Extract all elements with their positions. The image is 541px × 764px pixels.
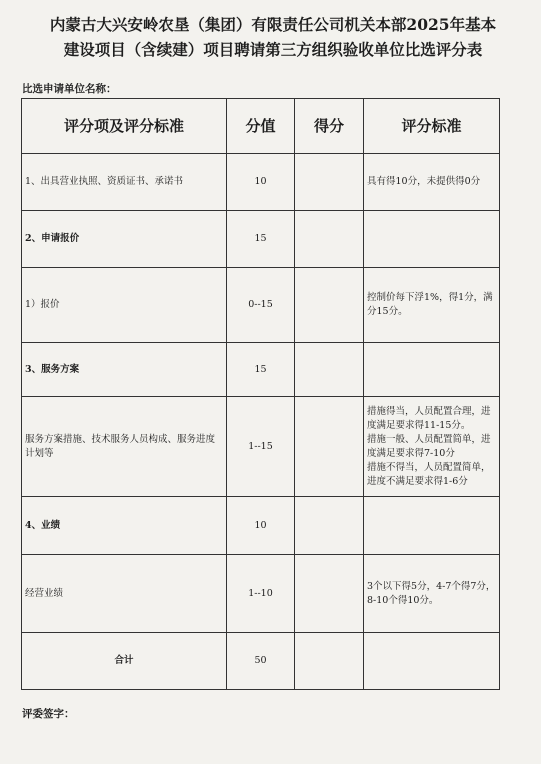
row-criteria — [364, 633, 500, 690]
applicant-name-label: 比选申请单位名称： — [22, 83, 117, 95]
criteria-line: 3个以下得5分，4-7个得7分，8-10个得10分。 — [367, 580, 496, 606]
title-line-2: 建设项目（含续建）项目聘请第三方组织验收单位比选评分表 — [63, 40, 483, 59]
row-item: 2、申请报价 — [22, 211, 227, 268]
header-criteria: 评分标准 — [364, 99, 500, 154]
document-title — [28, 12, 518, 62]
row-criteria — [364, 343, 500, 397]
row-earned[interactable] — [295, 633, 364, 690]
table-row — [22, 343, 500, 397]
row-earned[interactable] — [295, 154, 364, 211]
row-item: 4、业绩 — [22, 497, 227, 555]
criteria-line: 措施不得当，人员配置简单，进度不满足要求得1-6分 — [367, 461, 491, 487]
header-score: 分值 — [227, 99, 295, 154]
judge-signature-label: 评委签字： — [22, 708, 75, 720]
row-score: 50 — [227, 633, 295, 690]
header-item: 评分项及评分标准 — [22, 99, 227, 154]
row-earned[interactable] — [295, 555, 364, 633]
header-earned: 得分 — [295, 99, 364, 154]
row-criteria — [364, 154, 500, 211]
row-criteria — [364, 268, 500, 343]
row-score: 10 — [227, 497, 295, 555]
title-line-1: 内蒙古大兴安岭农垦（集团）有限责任公司机关本部2025年基本 — [49, 15, 497, 34]
table-row — [22, 497, 500, 555]
criteria-line: 措施得当，人员配置合理，进度满足要求得11-15分。 — [367, 405, 491, 431]
table-row — [22, 633, 500, 690]
row-earned[interactable] — [295, 211, 364, 268]
row-item: 1、出具营业执照、资质证书、承诺书 — [22, 154, 227, 211]
table-row — [22, 154, 500, 211]
row-criteria — [364, 397, 500, 497]
row-criteria — [364, 555, 500, 633]
criteria-line: 具有得10分，未提供得0分 — [367, 176, 481, 187]
row-score: 15 — [227, 211, 295, 268]
table-row — [22, 268, 500, 343]
row-earned[interactable] — [295, 343, 364, 397]
table-row — [22, 555, 500, 633]
scoring-table — [21, 98, 500, 690]
row-criteria — [364, 211, 500, 268]
table-row — [22, 211, 500, 268]
row-score: 0--15 — [227, 268, 295, 343]
row-score: 1--10 — [227, 555, 295, 633]
row-item-total: 合计 — [22, 633, 227, 690]
row-score: 15 — [227, 343, 295, 397]
criteria-line: 控制价每下浮1%，得1分，满分15分。 — [367, 292, 493, 317]
row-earned[interactable] — [295, 397, 364, 497]
row-item: 经营业绩 — [22, 555, 227, 633]
row-item: 1）报价 — [22, 268, 227, 343]
row-item: 3、服务方案 — [22, 343, 227, 397]
table-header-row — [22, 99, 500, 154]
table-row — [22, 397, 500, 497]
criteria-line: 措施一般、人员配置简单，进度满足要求得7-10分 — [367, 433, 491, 459]
row-criteria — [364, 497, 500, 555]
row-earned[interactable] — [295, 268, 364, 343]
row-earned[interactable] — [295, 497, 364, 555]
row-item: 服务方案措施、技术服务人员构成、服务进度计划等 — [22, 397, 227, 497]
row-score: 10 — [227, 154, 295, 211]
row-score: 1--15 — [227, 397, 295, 497]
